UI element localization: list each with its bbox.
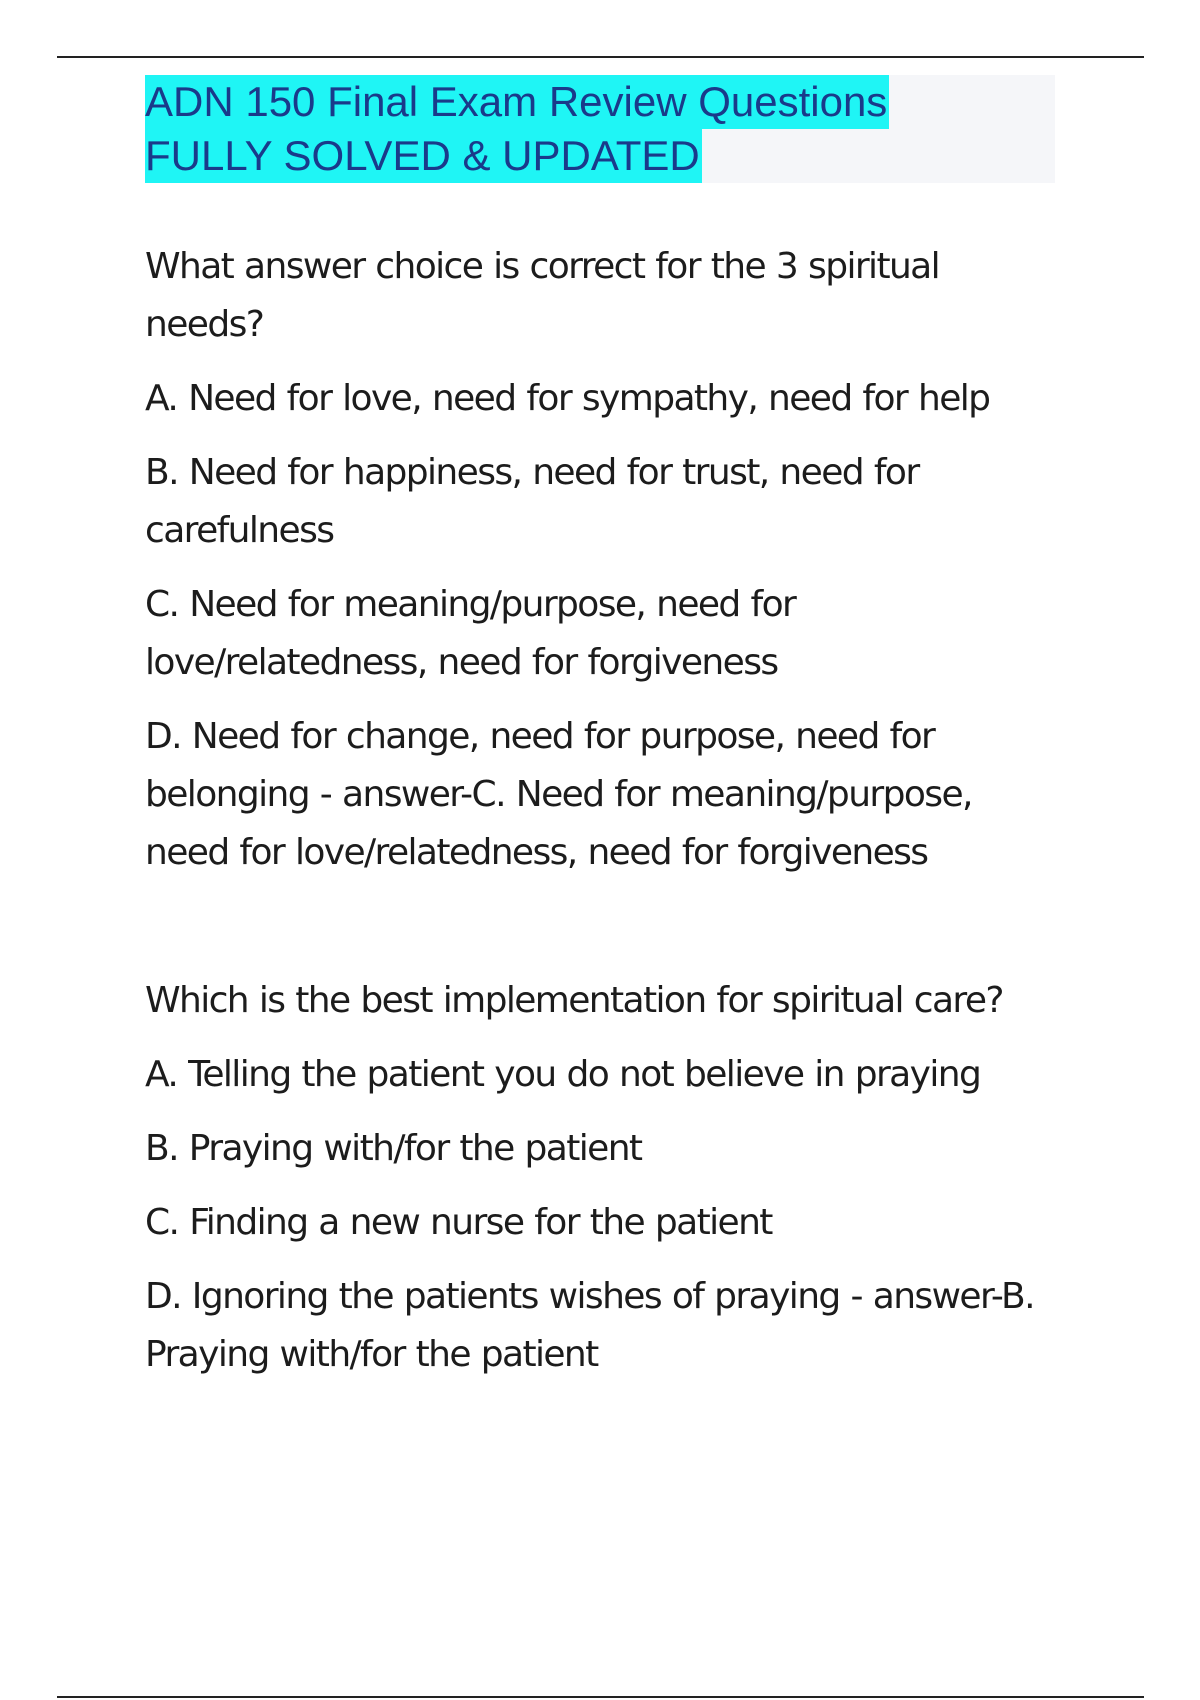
question-spacer [145, 898, 1065, 972]
question-2-option-d-answer: D. Ignoring the patients wishes of praying - answer-B. Praying with/for the patient [145, 1276, 1034, 1375]
document-title [145, 75, 1055, 183]
question-1-option-a: A. Need for love, need for sympathy, need for help [145, 378, 990, 419]
document-body [145, 238, 1065, 1400]
question-1 [145, 238, 1065, 882]
question-2-option-b: B. Praying with/for the patient [145, 1128, 642, 1169]
question-2-option-a: A. Telling the patient you do not believe in praying [145, 1054, 981, 1095]
question-2 [145, 972, 1065, 1384]
question-1-option-d-answer: D. Need for change, need for purpose, need for belonging - answer-C. Need for meaning/purpose, need for love/relatedness, need for forgiveness [145, 716, 972, 873]
question-2-option-c: C. Finding a new nurse for the patient [145, 1202, 772, 1243]
title-line-2: FULLY SOLVED & UPDATED [145, 129, 702, 183]
question-1-option-c: C. Need for meaning/purpose, need for love/relatedness, need for forgiveness [145, 584, 796, 683]
title-line-1: ADN 150 Final Exam Review Questions [145, 75, 889, 129]
question-1-prompt: What answer choice is correct for the 3 spiritual needs? [145, 246, 940, 345]
top-rule [57, 56, 1144, 58]
bottom-rule [57, 1696, 1144, 1698]
question-2-prompt: Which is the best implementation for spiritual care? [145, 980, 1003, 1021]
question-1-option-b: B. Need for happiness, need for trust, need for carefulness [145, 452, 919, 551]
